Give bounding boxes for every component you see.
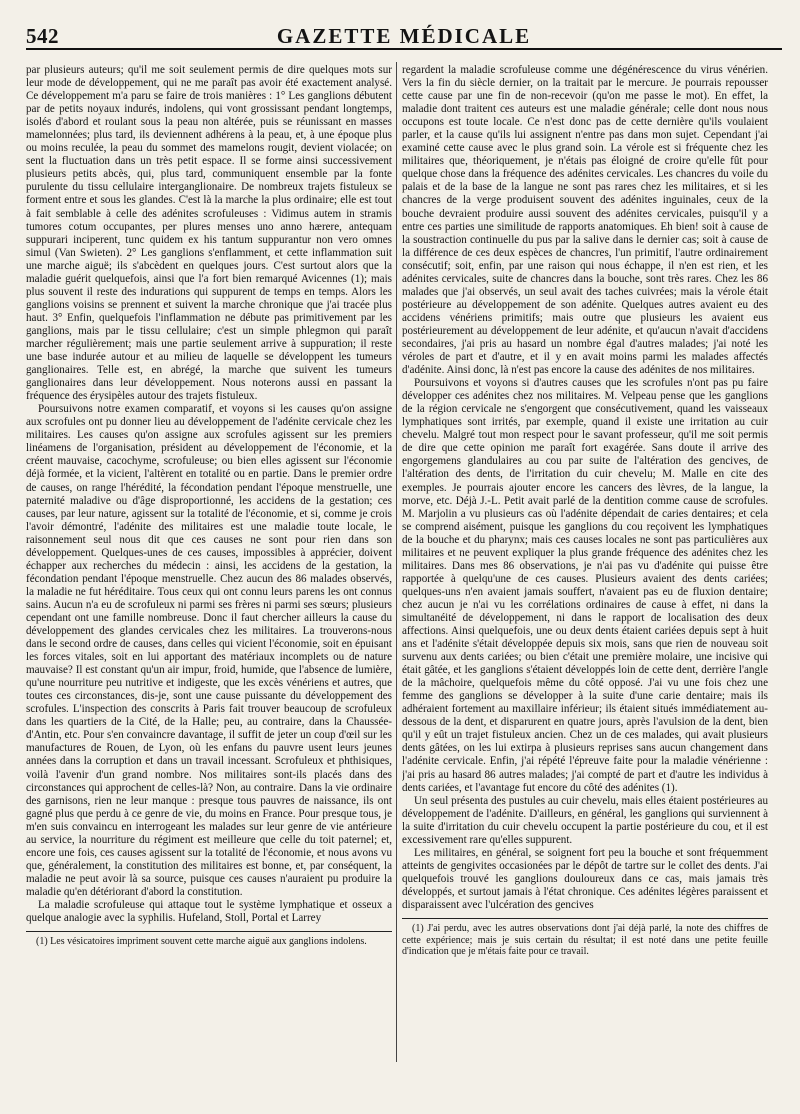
paragraph: par plusieurs auteurs; qu'il me soit seulement permis de dire quelques mots sur leur mode de développement, qui ne me paraît pas avoir été exactement analysé. Ce développement m'a paru se faire de trois manières : 1° Les ganglions débutent par de petits noyaux indurés, indolens, qui vont grossissant pendant longtemps, isolés d'abord et roulant sous la peau non altérée, puis se réunissant en masses mamelonnées; plus tard, ils deviennent adhérens à la peau, et, à une époque plus ou moins reculée, la peau du sommet des mamelons rougit, devient violacée; on sent la fluctuation dans un très petit espace. Il se forme ainsi successivement plusieurs petits abcès, qui, plus tard, communiquent ensemble par la fonte purulente du tissu cellulaire interganglionaire. De nombreux trajets fistuleux se forment entre et sous les glandes. C'est là la marche la plus ordinaire; elle est tout à fait semblable à celle des adénites scrofuleuses : Vidimus autem in stramis tumores cotum occupantes, per plures menses uno anno hærere, antequam suppurari inciperent, tunc quidem ex his tantum suppurantur non vero omnes simul (Van Swieten). 2° Les ganglions s'enflamment, et cette inflammation suit une marche aiguë; ils s'abcèdent en quelques jours. C'est surtout alors que la maladie guérit quelquefois, ainsi que l'a fort bien remarqué Avicennes (1); mais plus souvent il reste des indurations qui suppurent de temps en temps. Alors les ganglions voisins se prennent et suivent la marche chronique que j'ai tracée plus haut. 3° Enfin, quelquefois l'inflammation ne débute pas primitivement par les ganglions, mais par le tissu cellulaire; c'est un simple phlegmon qui paraît marcher régulièrement; mais une partie seulement arrive à suppuration; il reste une base indurée autour et au milieu de laquelle se développent les tumeurs ganglionaires. Telle est, en abrégé, la marche que suivent les tumeurs ganglionaires dans leur développement. Nous noterons aussi en passant la fréquence des érysipèles autour des trajets fistuleux. xyxy=(26,64,392,403)
paragraph: Poursuivons et voyons si d'autres causes que les scrofules n'ont pas pu faire développer ces adénites chez nos militaires. M. Velpeau pense que les ganglions de la région cervicale ne s'engorgent que consécutivement, quand les vaisseaux lymphatiques sont irrités, par exemple, quand il existe une irritation au cuir chevelu. Malgré tout mon respect pour le savant professeur, qu'il me soit permis de dire que cette opinion me paraît fort exagérée. Sans doute il arrive des engorgemens glandulaires au cou par suite de l'altération des gencives, de l'altération des dents, de l'irritation du cuir chevelu; M. Malle en cite des exemples. Je pourrais ajouter encore les cancers des lèvres, de la langue, la morve, etc. Déjà J.-L. Petit avait parlé de la dentition comme cause de scrofules. M. Marjolin a vu plusieurs cas où l'adénite dépendait de caries dentaires; et cela se comprend aisément, puisque les ganglions du cou reçoivent les lymphatiques de la bouche et du pharynx; mais ces causes locales ne sont pas particulières aux militaires et ne peuvent expliquer la plus grande fréquence des adénites chez les militaires. Dans mes 86 observations, je n'ai pas vu d'adénite qui puisse être rapportée à quelqu'une de ces causes. Plusieurs avaient des dents cariées; quelques-uns n'en avaient jamais souffert, n'avaient pas eu de fluxion dentaire; chez aucun je n'ai vu les corrélations ordinaires de cause à effet, ni dans la simultanéité de développement, ni dans le rapport de localisation des deux affections. Ainsi quelquefois, une ou deux dents étaient cariées depuis sept à huit ans et l'adénite s'était développée depuis six mois, sans que rien de nouveau soit survenu aux dents cariées; ou bien c'était une première molaire, une incisive qui était gâtée, et les ganglions s'étaient développés loin de cette dent, derrière l'angle de la mâchoire, quelquefois même du côté opposé. J'ai vu une fois chez une femme des ganglions se développer à la suite d'une carie dentaire; mais ils adhéraient fortement au maxillaire inférieur; ils étaient situés immédiatement au-dessous de la dent, et disparurent en quatre jours, après l'avulsion de la dent, bien qu'il y eût un trajet fistuleux ancien. Chez un de ces malades, qui avait plusieurs dents gâtées, on les lui extirpa à plusieurs reprises sans aucun changement dans l'adénite cervicale. Enfin, j'ai répété l'épreuve faite pour la maladie vénérienne : j'ai pris au hasard 86 autres malades; j'ai compté de part et d'autre les individus à dents cariées, et l'avantage fut encore du côté des adénites (1). xyxy=(402,377,768,794)
paragraph: Un seul présenta des pustules au cuir chevelu, mais elles étaient postérieures au développement de l'adénite. D'ailleurs, en général, les ganglions qui surviennent à la suite d'irritation du cuir chevelu occupent la partie postérieure du cou, et il est excessivement rare qu'elles suppurent. xyxy=(402,794,768,846)
paragraph: Les militaires, en général, se soignent fort peu la bouche et sont fréquemment atteints de gengivites occasionées par le dépôt de tartre sur le collet des dents. J'ai quelquefois trouvé les ganglions douloureux dans ce cas, mais jamais très développés, et surtout jamais à l'état chronique. Ces adénites légères paraissent et disparaissent avec l'ulcération des gencives xyxy=(402,846,768,911)
footnotes xyxy=(26,931,392,948)
paragraph: La maladie scrofuleuse qui attaque tout le système lymphatique et osseux a quelque analogie avec la syphilis. Hufeland, Stoll, Portal et Larrey xyxy=(26,899,392,925)
paragraph: regardent la maladie scrofuleuse comme une dégénérescence du virus vénérien. Vers la fin du siècle dernier, on la traitait par le mercure. Je pourrais repousser cette cause par une fin de non-recevoir (qu'on me passe le mot). En effet, la maladie dont traitent ces auteurs est une maladie générale; celle dont nous nous occupons est toute locale. Ce n'est donc pas de cette dernière qu'ils voulaient parler, et la cause qu'ils lui assignent n'entre pas dans mon sujet. Cependant j'ai examiné cette cause avec le plus grand soin. La vérole est si fréquente chez les militaires que, théoriquement, je n'étais pas éloigné de croire qu'elle fût pour quelque chose dans la fréquence des adénites cervicales. Les chancres du voile du palais et de la base de la langue ne sont pas rares chez les militaires, et si les chancres de la verge produisent souvent des adénites inguinales, ceux de la bouche devraient produire aussi souvent des adénites cervicales, puisqu'il y a entre ces parties une similitude de rapports anatomiques. Eh bien! soit à cause de la soustraction continuelle du pus par la salive dans le dernier cas; soit à cause de la différence de ces deux espèces de chancres, l'un primitif, l'autre ordinairement consécutif; soit, enfin, par une raison qui nous échappe, il n'en est rien, et les adénites cervicales, suite de chancres dans la bouche, sont très rares. Chez les 86 malades que j'ai observés, un seul avait des taches cuivrées; mais la vérole était postérieure au développement de son adénite. Quelques autres avaient eu des accidens vénériens primitifs; mais outre que plusieurs les avaient eus postérieurement au développement de leur adénite, et qu'aucun n'avait d'accidens secondaires, j'ai pris au hasard un nombre égal d'autres malades; j'ai noté les véroles de part et d'autre, et il y en avait moins parmi les malades affectés d'adénite. Ainsi donc, là n'est pas encore la cause des adénites de nos militaires. xyxy=(402,64,768,377)
left-column xyxy=(26,64,392,1104)
footnotes xyxy=(402,918,768,958)
column-divider xyxy=(396,62,397,1062)
footnote: (1) Les vésicatoires impriment souvent cette marche aiguë aux ganglions indolens. xyxy=(36,936,367,948)
paragraph: Poursuivons notre examen comparatif, et voyons si les causes qu'on assigne aux scrofules ont pu donner lieu au développement de l'adénite cervicale chez les militaires. Les causes qu'on assigne aux scrofules agissent sur les premiers linéamens de l'organisation, président au développement de l'économie, et la créent mauvaise, cacochyme, scrofuleuse; ou bien elles agissent sur l'économie déjà formée, et la vicient, l'altèrent en totalité ou en partie. Dans le premier ordre de causes, on range l'hérédité, la fécondation pendant l'époque menstruelle, une paternité maladive ou d'âge disproportionné, les accidens de la gestation; ces causes, par leur nature, agissent sur la totalité de l'économie, et si, comme je crois l'avoir démontré, l'adénite des militaires est une maladie toute locale, le raisonnement seul nous dit que ces causes ne sont pour rien dans son développement. Quelques-unes de ces causes, impossibles à apprécier, doivent échapper aux recherches du médecin : ainsi, les accidens de la gestation, la fécondation pendant l'époque menstruelle. Chez aucun des 86 malades observés, la maladie ne fut héréditaire. Tous ceux qui ont connu leurs parens les ont connus sains. Aucun n'a eu de scrofuleux ni parmi ses frères ni parmi ses sœurs; plusieurs cependant ont une famille nombreuse. Donc il faut chercher ailleurs la cause du développement des glandes cervicales chez les militaires. La trouverons-nous dans le second ordre de causes, dans celles qui vicient l'économie, soit en épuisant les forces vitales, soit en lui apportant des matériaux incomplets ou de nature mauvaise? Il est constant qu'un air impur, froid, humide, que l'absence de lumière, qu'une nourriture peu nutritive et indigeste, que les excès vénériens et autres, que toutes ces circonstances, dis-je, sont une cause puissante du développement des scrofules. L'inspection des conscrits à Paris fait trouver beaucoup de scrofuleux dans les quartiers de la Cité, de la Halle; peu, au contraire, dans la Chaussée-d'Antin, etc. Pour s'en convaincre davantage, il suffit de jeter un coup d'œil sur les manufactures de Rouen, de Lyon, où les enfans du pauvre usent leurs jeunes années dans la corruption et dans un travail incessant. Scrofuleux et phthisiques, voilà l'avenir d'un grand nombre. Nos militaires sont-ils placés dans des circonstances qui approchent de celles-là? Non, au contraire. Dans la vie ordinaire des garnisons, rien ne leur manque : presque tous pauvres de naissance, ils ont gagné plus que perdu à ce genre de vie, du moins en France. Pour presque tous, je m'en suis convaincu en interrogeant les malades sur leur genre de vie antérieure au service, la nourriture du régiment est meilleure que celle du toit paternel; et, encore une fois, ces causes agissent sur la totalité de l'économie, et nous avons vu que, généralement, la constitution des militaires est bonne, et, par conséquent, la maladie ne peut avoir là sa source, puisque ces causes n'auraient pu produire la maladie qu'en détériorant d'abord la constitution. xyxy=(26,403,392,898)
footnote: (1) J'ai perdu, avec les autres observations dont j'ai déjà parlé, la note des chiffres de cette expérience; mais je suis certain du résultat; il est noté dans une petite feuille d'indication que je m'étais faite pour ce travail. xyxy=(402,923,768,958)
page-header xyxy=(26,24,782,50)
page-number: 542 xyxy=(26,24,59,48)
journal-title: GAZETTE MÉDICALE xyxy=(276,24,532,48)
right-column xyxy=(402,64,768,1104)
